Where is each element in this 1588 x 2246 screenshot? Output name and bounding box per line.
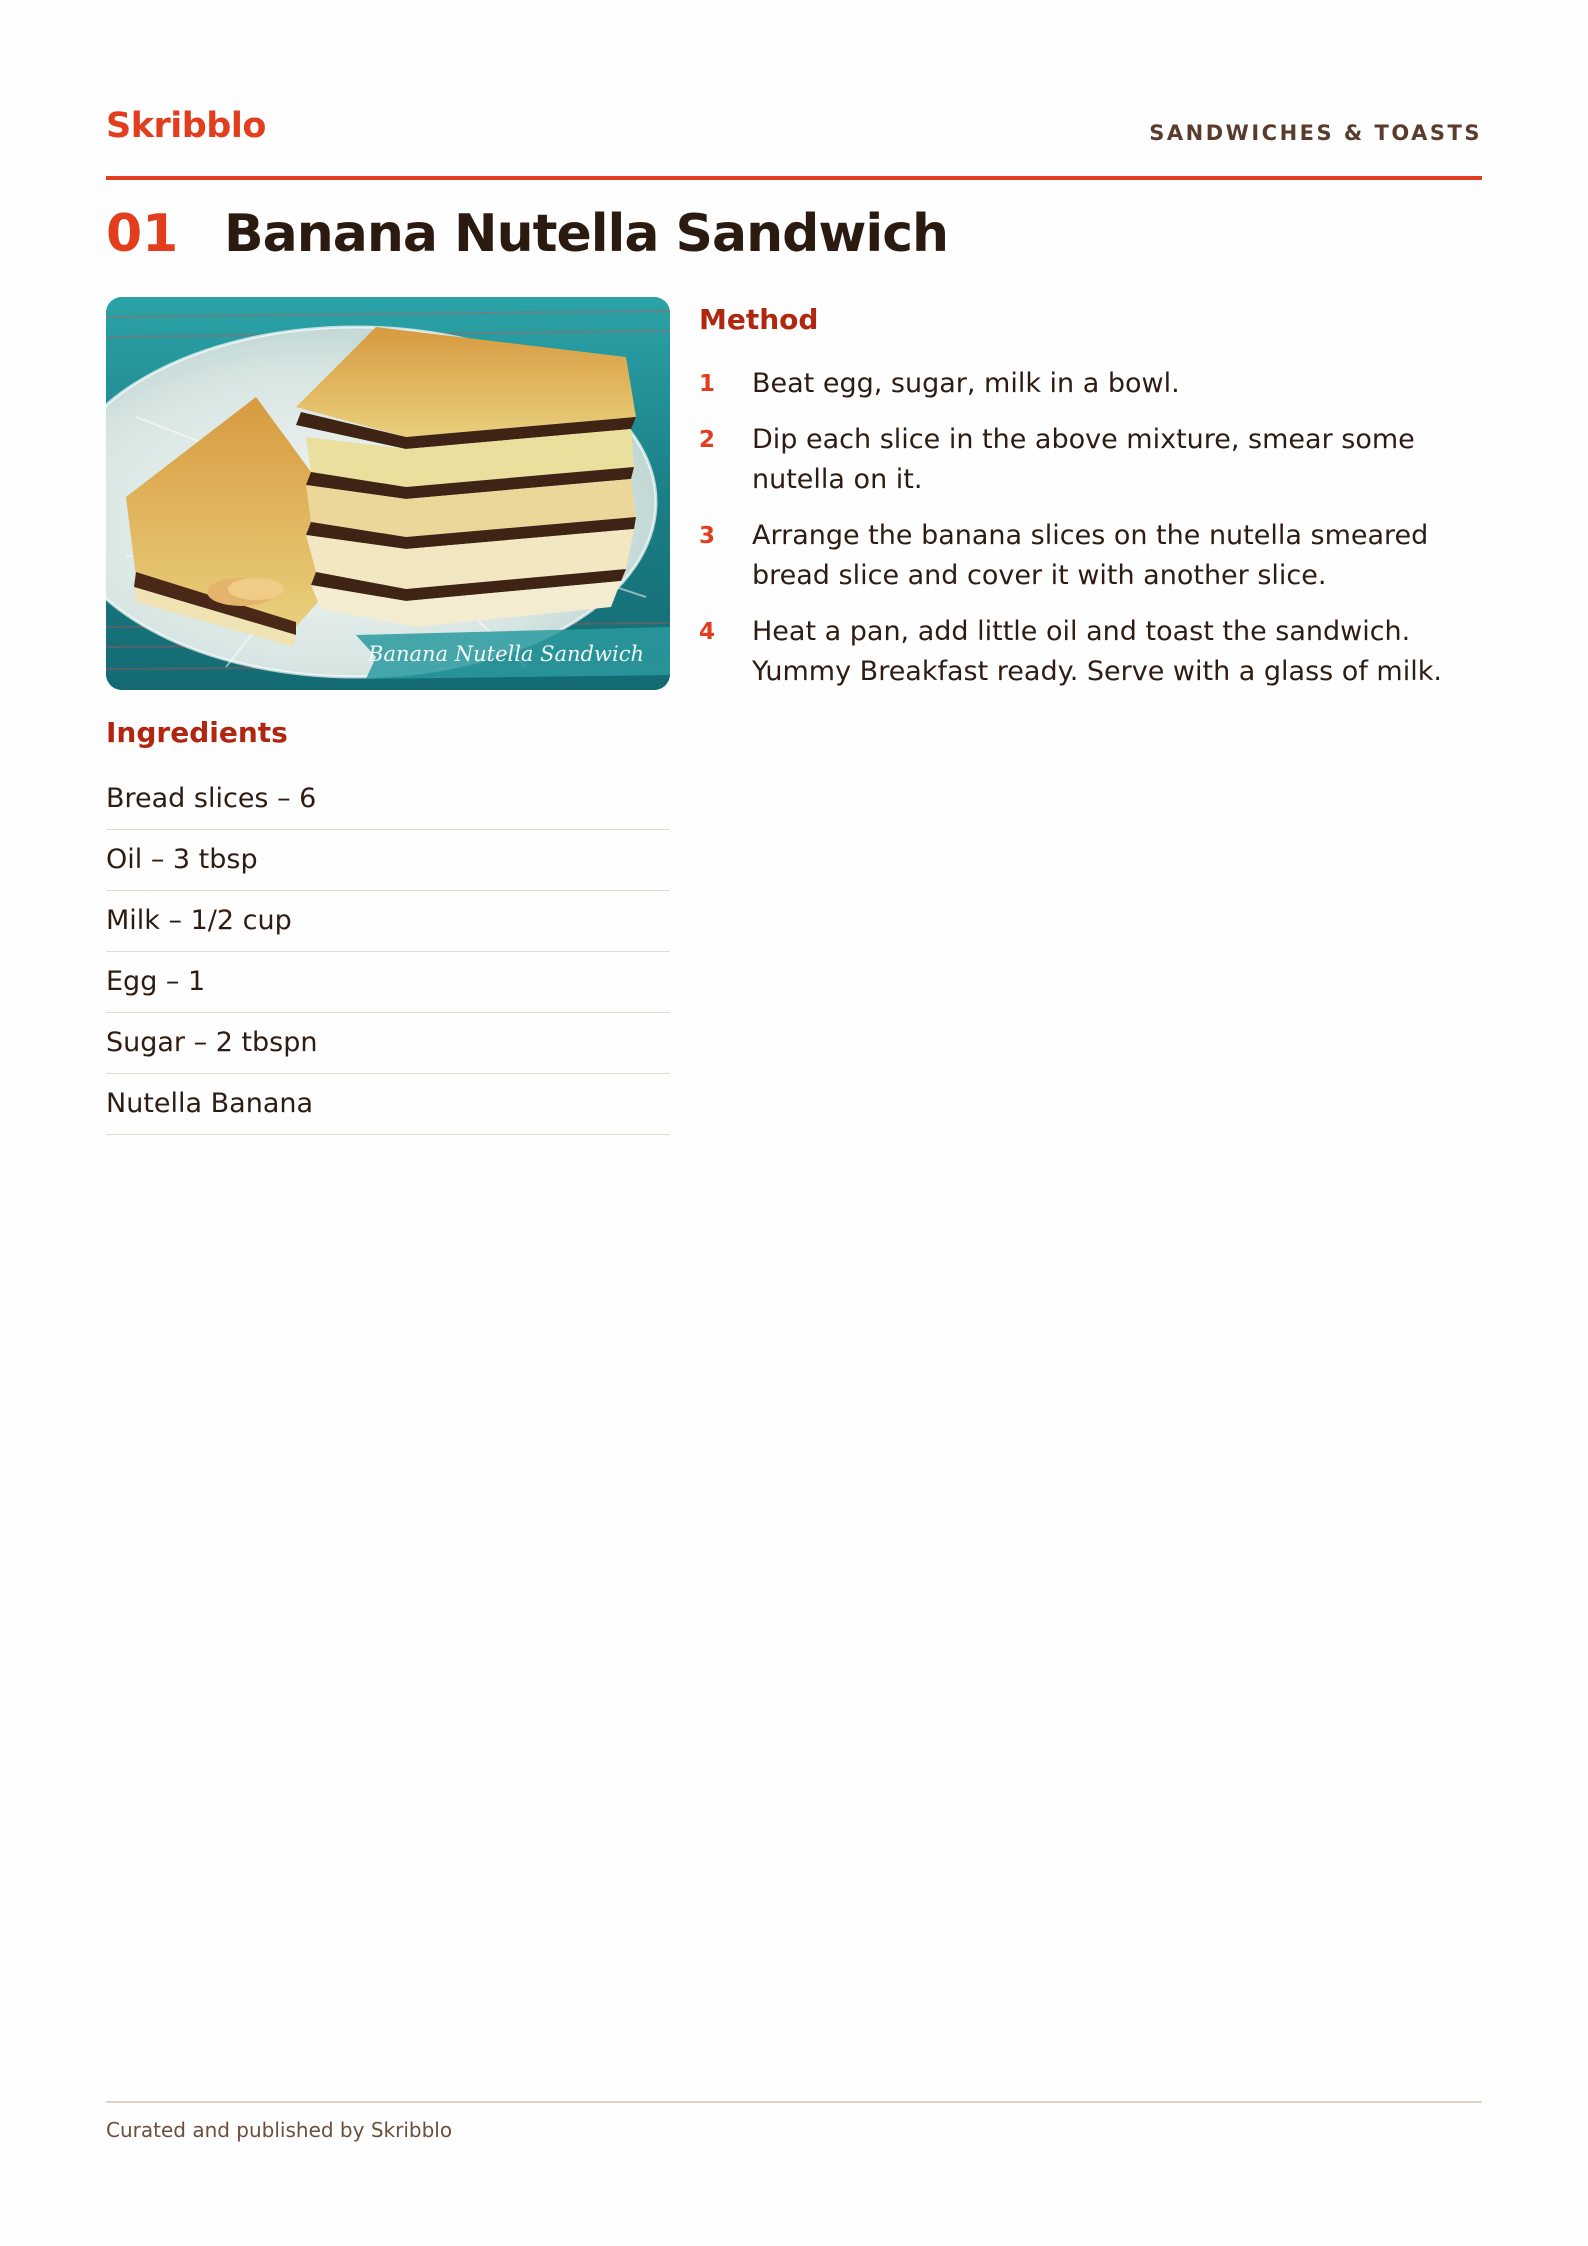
ingredient-item: Milk – 1/2 cup [106, 891, 670, 952]
footer-divider [106, 2101, 1482, 2103]
step-number: 1 [699, 371, 716, 397]
method-step [699, 364, 1482, 404]
step-text: Arrange the banana slices on the nutella smeared bread slice and cover it with another slice. [752, 520, 1429, 591]
recipe-photo [106, 297, 670, 690]
footer-credit: Curated and published by Skribblo [106, 2118, 453, 2142]
ingredients-heading: Ingredients [106, 716, 288, 749]
ingredient-item: Oil – 3 tbsp [106, 830, 670, 891]
method-step [699, 420, 1482, 500]
brand-logo[interactable]: Skribblo [106, 106, 266, 146]
category-label: SANDWICHES & TOASTS [1149, 121, 1482, 145]
step-number: 2 [699, 427, 716, 453]
recipe-number: 01 [106, 204, 179, 264]
ingredient-item: Egg – 1 [106, 952, 670, 1013]
step-number: 3 [699, 523, 716, 549]
method-step [699, 612, 1482, 692]
header-divider [106, 176, 1482, 180]
recipe-title: Banana Nutella Sandwich [224, 204, 949, 264]
photo-caption: Banana Nutella Sandwich [368, 642, 644, 666]
step-text: Beat egg, sugar, milk in a bowl. [752, 368, 1180, 399]
ingredient-item: Nutella Banana [106, 1074, 670, 1135]
recipe-page [106, 0, 1482, 2246]
ingredient-item: Bread slices – 6 [106, 769, 670, 830]
ingredients-list [106, 769, 670, 1135]
step-text: Dip each slice in the above mixture, smear some nutella on it. [752, 424, 1415, 495]
step-number: 4 [699, 619, 716, 645]
method-heading: Method [699, 303, 819, 336]
ingredient-item: Sugar – 2 tbspn [106, 1013, 670, 1074]
step-text: Heat a pan, add little oil and toast the sandwich. Yummy Breakfast ready. Serve with a glass of milk. [752, 616, 1442, 687]
method-step [699, 516, 1482, 596]
method-steps [699, 364, 1482, 708]
